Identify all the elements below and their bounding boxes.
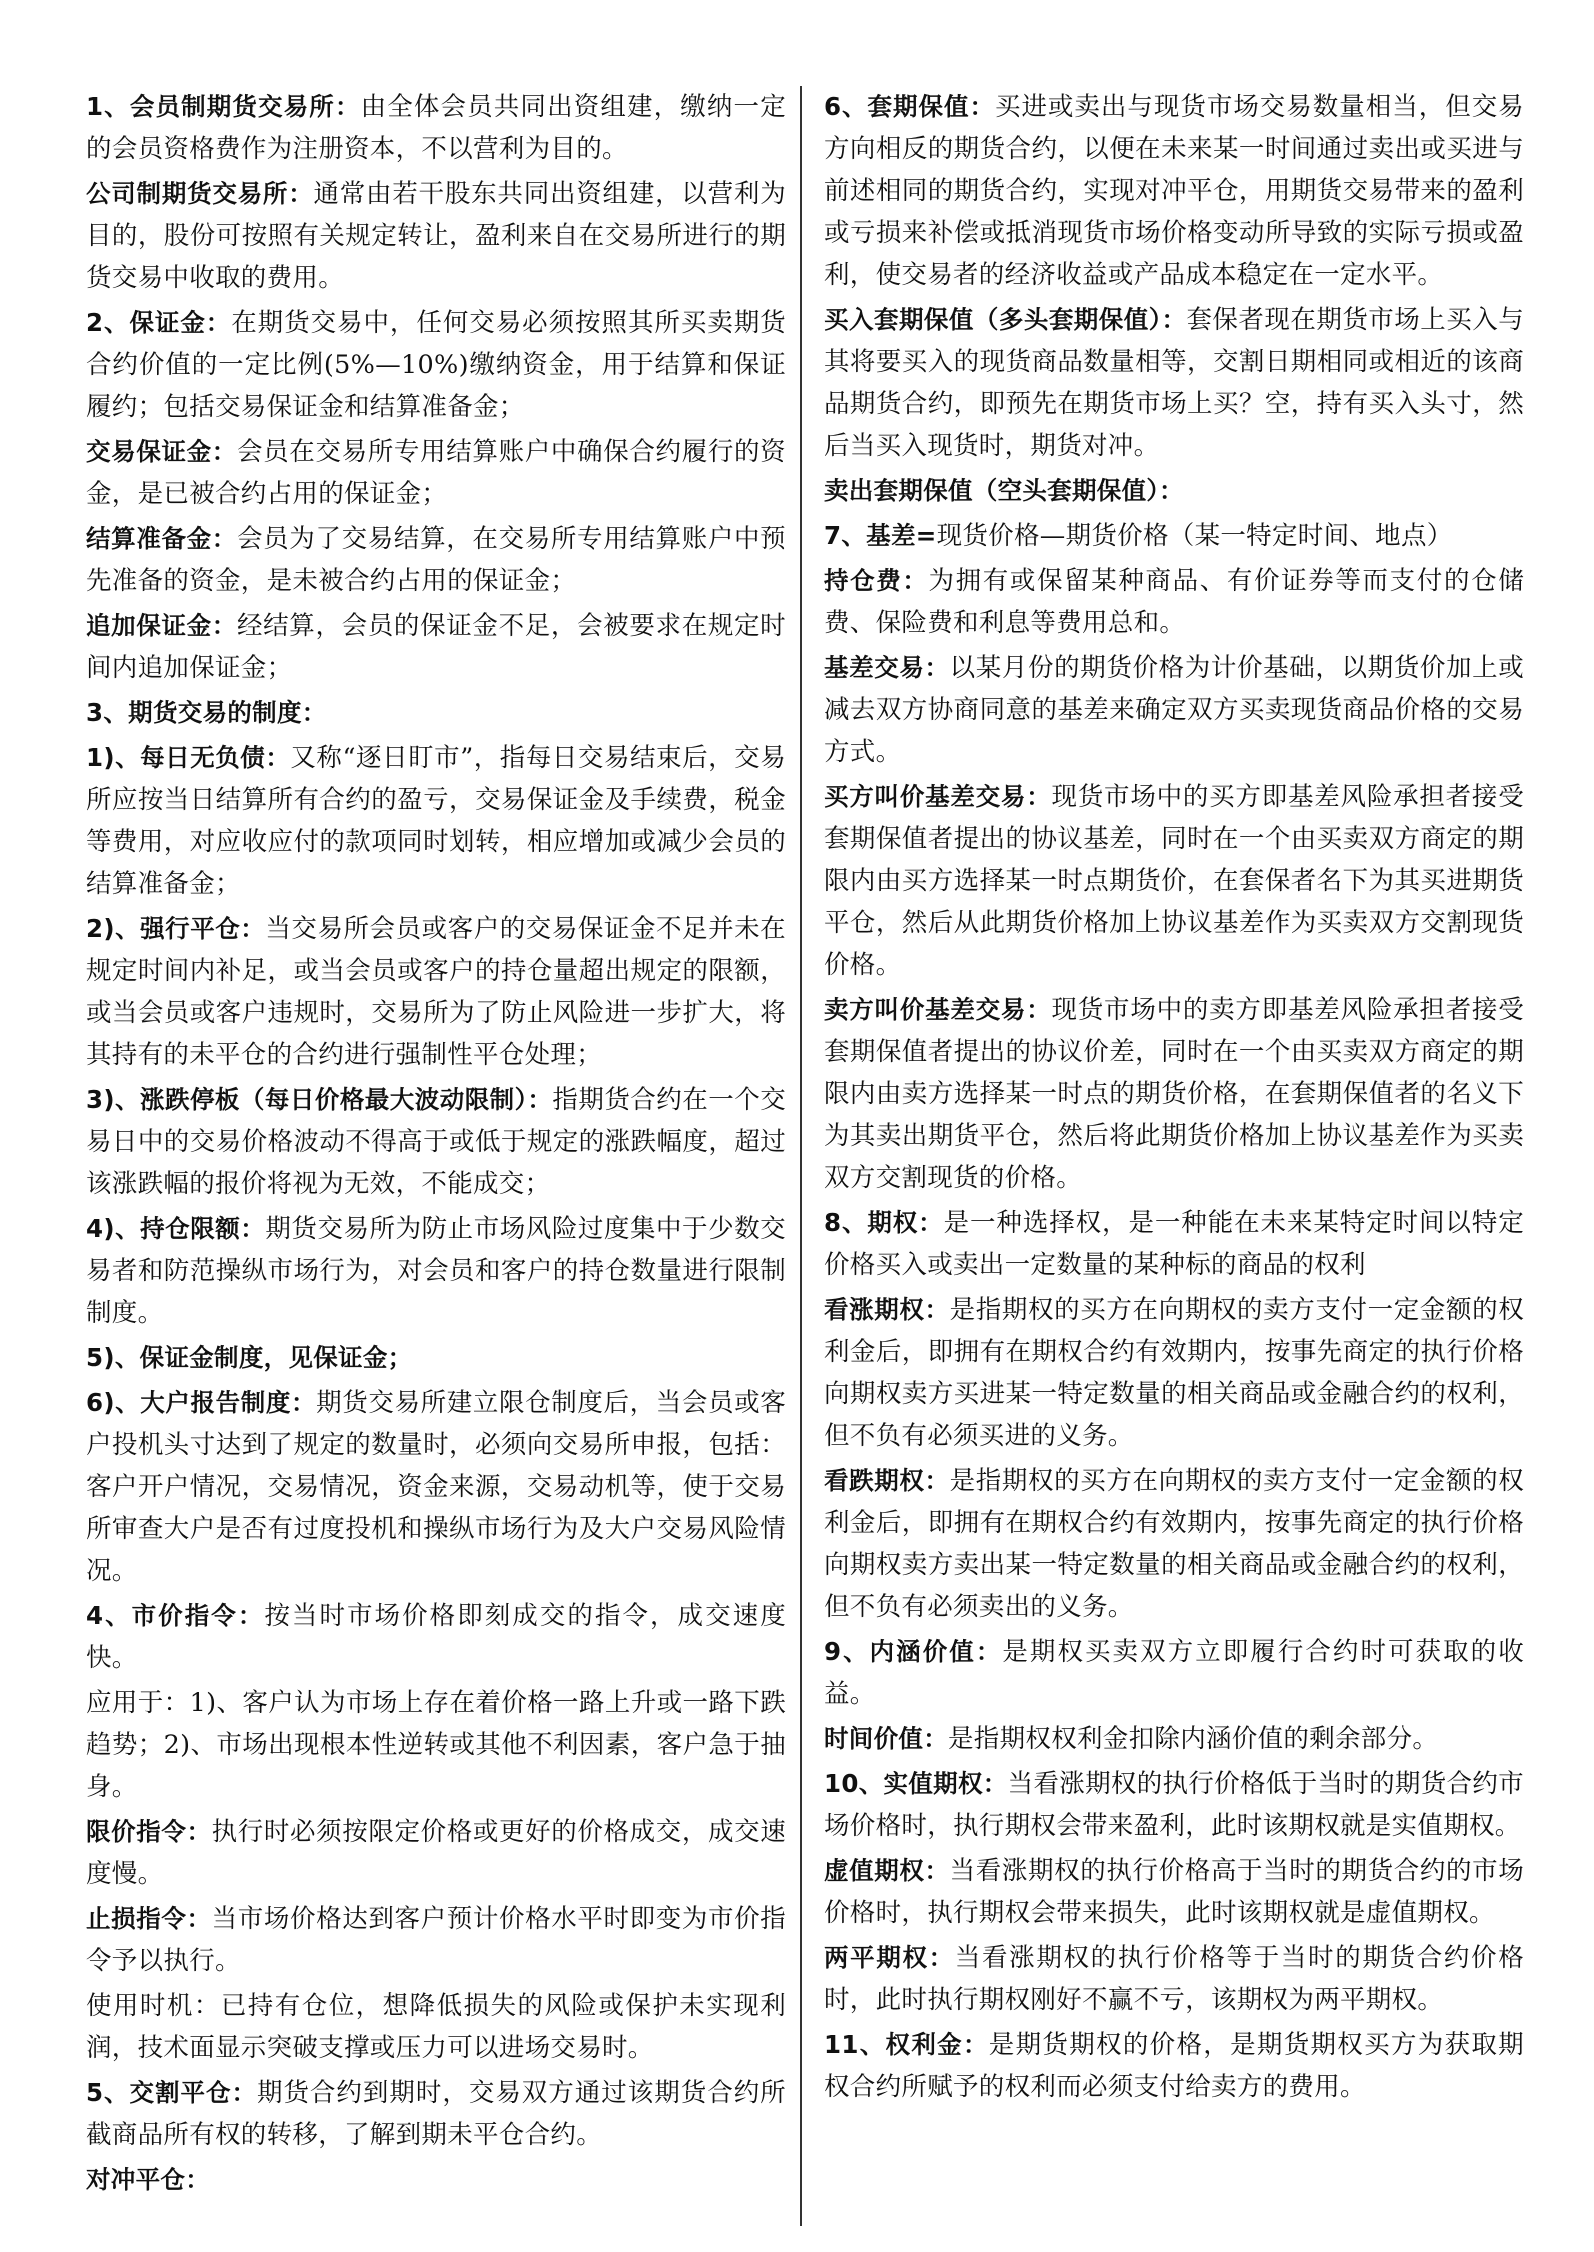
- paragraph: [824, 1718, 1524, 1760]
- term-label: 基差交易：: [824, 653, 950, 682]
- paragraph: [86, 605, 786, 689]
- paragraph: [86, 908, 786, 1076]
- paragraph: [824, 515, 1524, 557]
- term-label: 1、会员制期货交易所：: [86, 92, 361, 121]
- paragraph: [824, 2024, 1524, 2108]
- paragraph-text: 当市场价格达到客户预计价格水平时即变为市价指令予以执行。: [86, 1904, 786, 1976]
- paragraph: [824, 1202, 1524, 1286]
- term-label: 6、套期保值：: [824, 92, 995, 121]
- paragraph-text: 会员为了交易结算，在交易所专用结算账户中预先准备的资金，是未被合约占用的保证金；: [86, 524, 786, 596]
- paragraph: [86, 1682, 786, 1808]
- paragraph-text: 当看涨期权的执行价格高于当时的期货合约的市场价格时，执行期权会带来损失，此时该期权就是虚值期权。: [824, 1856, 1524, 1928]
- term-label: 1)、每日无负债：: [86, 743, 291, 772]
- term-label: 6)、大户报告制度：: [86, 1388, 317, 1417]
- term-label: 虚值期权：: [824, 1856, 950, 1885]
- paragraph: [824, 86, 1524, 296]
- paragraph: [824, 776, 1524, 986]
- term-label: 3)、涨跌停板（每日价格最大波动限制）：: [86, 1085, 553, 1114]
- paragraph-text: 现货价格—期货价格（某一特定时间、地点）: [936, 521, 1453, 551]
- paragraph-text: 买进或卖出与现货市场交易数量相当，但交易方向相反的期货合约，以便在未来某一时间通过卖出或买进与前述相同的期货合约，实现对冲平仓，用期货交易带来的盈利或亏损来补偿或抵消现货市场价格变动所导致的实际亏损或盈利，使交易者的经济收益或产品成本稳定在一定水平。: [824, 92, 1524, 290]
- paragraph: [86, 2159, 786, 2201]
- term-label: 9、内涵价值：: [824, 1637, 1003, 1666]
- paragraph: [824, 560, 1524, 644]
- term-label: 4、市价指令：: [86, 1601, 265, 1630]
- term-label: 10、实值期权：: [824, 1769, 1008, 1798]
- paragraph-text: 应用于：1)、客户认为市场上存在着价格一路上升或一路下跌趋势；2)、市场出现根本性逆转或其他不利因素，客户急于抽身。: [86, 1688, 786, 1802]
- paragraph-text: 当交易所会员或客户的交易保证金不足并未在规定时间内补足，或当会员或客户的持仓量超出规定的限额，或当会员或客户违规时，交易所为了防止风险进一步扩大，将其持有的未平仓的合约进行强制性平仓处理；: [86, 914, 786, 1070]
- right-column: [824, 86, 1524, 2226]
- paragraph-text: 是期货期权的价格，是期货期权买方为获取期权合约所赋予的权利而必须支付给卖方的费用。: [824, 2030, 1524, 2102]
- term-label: 7、基差=: [824, 521, 937, 550]
- paragraph: [824, 1850, 1524, 1934]
- paragraph-text: 会员在交易所专用结算账户中确保合约履行的资金，是已被合约占用的保证金；: [86, 437, 786, 509]
- paragraph-text: 由全体会员共同出资组建，缴纳一定的会员资格费作为注册资本，不以营利为目的。: [86, 92, 786, 164]
- term-label: 公司制期货交易所：: [86, 179, 314, 208]
- paragraph-text: 使用时机：已持有仓位，想降低损失的风险或保护未实现利润，技术面显示突破支撑或压力可以进场交易时。: [86, 1991, 786, 2063]
- paragraph: [86, 302, 786, 428]
- term-label: 买入套期保值（多头套期保值）：: [824, 305, 1187, 334]
- paragraph: [86, 692, 786, 734]
- paragraph: [824, 1460, 1524, 1628]
- paragraph-text: 经结算，会员的保证金不足，会被要求在规定时间内追加保证金；: [86, 611, 786, 683]
- paragraph-text: 指期货合约在一个交易日中的交易价格波动不得高于或低于规定的涨跌幅度，超过该涨跌幅的报价将视为无效，不能成交；: [86, 1085, 786, 1199]
- paragraph: [824, 470, 1524, 512]
- paragraph: [86, 1811, 786, 1895]
- paragraph-text: 现货市场中的卖方即基差风险承担者接受套期保值者提出的协议价差，同时在一个由买卖双方商定的期限内由卖方选择某一时点的期货价格，在套期保值者的名义下为其卖出期货平仓，然后将此期货价格加上协议基差作为买卖双方交割现货的价格。: [824, 995, 1524, 1193]
- paragraph: [86, 518, 786, 602]
- left-column: [86, 86, 786, 2226]
- paragraph-text: 通常由若干股东共同出资组建，以营利为目的，股份可按照有关规定转让，盈利来自在交易所进行的期货交易中收取的费用。: [86, 179, 786, 293]
- paragraph-text: 期货交易所建立限仓制度后，当会员或客户投机头寸达到了规定的数量时，必须向交易所申报，包括：客户开户情况，交易情况，资金来源，交易动机等，使于交易所审查大户是否有过度投机和操纵市场行为及大户交易风险情况。: [86, 1388, 786, 1586]
- paragraph: [86, 1382, 786, 1592]
- term-label: 5)、保证金制度，见保证金；: [86, 1343, 413, 1372]
- term-label: 看跌期权：: [824, 1466, 950, 1495]
- term-label: 2)、强行平仓：: [86, 914, 266, 943]
- paragraph: [86, 1898, 786, 1982]
- paragraph-text: 当看涨期权的执行价格等于当时的期货合约价格时，此时执行期权刚好不赢不亏，该期权为两平期权。: [824, 1943, 1524, 2015]
- paragraph: [824, 647, 1524, 773]
- term-label: 对冲平仓：: [86, 2165, 210, 2194]
- paragraph: [86, 86, 786, 170]
- term-label: 3、期货交易的制度：: [86, 698, 327, 727]
- paragraph-text: 执行时必须按限定价格或更好的价格成交，成交速度慢。: [86, 1817, 786, 1889]
- term-label: 结算准备金：: [86, 524, 237, 553]
- term-label: 11、权利金：: [824, 2030, 989, 2059]
- paragraph: [824, 299, 1524, 467]
- paragraph: [824, 1289, 1524, 1457]
- paragraph-text: 当看涨期权的执行价格低于当时的期货合约市场价格时，执行期权会带来盈利，此时该期权就是实值期权。: [824, 1769, 1524, 1841]
- paragraph: [86, 1595, 786, 1679]
- term-label: 止损指令：: [86, 1904, 212, 1933]
- term-label: 8、期权：: [824, 1208, 944, 1237]
- paragraph-text: 期货合约到期时，交易双方通过该期货合约所截商品所有权的转移，了解到期未平仓合约。: [86, 2078, 786, 2150]
- paragraph: [824, 1631, 1524, 1715]
- paragraph-text: 是一种选择权，是一种能在未来某特定时间以特定价格买入或卖出一定数量的某种标的商品的权利: [824, 1208, 1524, 1280]
- term-label: 时间价值：: [824, 1724, 948, 1753]
- paragraph-text: 现货市场中的买方即基差风险承担者接受套期保值者提出的协议基差，同时在一个由买卖双方商定的期限内由买方选择某一时点期货价，在套保者名下为其买进期货平仓，然后从此期货价格加上协议基差作为买卖双方交割现货价格。: [824, 782, 1524, 980]
- paragraph: [86, 431, 786, 515]
- paragraph-text: 又称“逐日盯市”，指每日交易结束后，交易所应按当日结算所有合约的盈亏，交易保证金及手续费，税金等费用，对应收应付的款项同时划转，相应增加或减少会员的结算准备金；: [86, 743, 786, 899]
- paragraph-text: 在期货交易中，任何交易必须按照其所买卖期货合约价值的一定比例(5%—10%)缴纳资金，用于结算和保证履约；包括交易保证金和结算准备金；: [86, 308, 786, 422]
- term-label: 追加保证金：: [86, 611, 237, 640]
- paragraph-text: 是指期权权利金扣除内涵价值的剩余部分。: [948, 1724, 1439, 1754]
- paragraph-text: 是期权买卖双方立即履行合约时可获取的收益。: [824, 1637, 1524, 1709]
- paragraph-text: 期货交易所为防止市场风险过度集中于少数交易者和防范操纵市场行为，对会员和客户的持仓数量进行限制制度。: [86, 1214, 786, 1328]
- paragraph: [824, 1937, 1524, 2021]
- term-label: 5、交割平仓：: [86, 2078, 257, 2107]
- paragraph-text: 以某月份的期货价格为计价基础，以期货价加上或减去双方协商同意的基差来确定双方买卖现货商品价格的交易方式。: [824, 653, 1524, 767]
- paragraph: [824, 989, 1524, 1199]
- term-label: 看涨期权：: [824, 1295, 950, 1324]
- paragraph: [86, 737, 786, 905]
- term-label: 2、保证金：: [86, 308, 232, 337]
- paragraph: [86, 1079, 786, 1205]
- paragraph: [86, 1208, 786, 1334]
- paragraph: [824, 1763, 1524, 1847]
- term-label: 交易保证金：: [86, 437, 237, 466]
- term-label: 买方叫价基差交易：: [824, 782, 1052, 811]
- paragraph: [86, 1985, 786, 2069]
- term-label: 4)、持仓限额：: [86, 1214, 266, 1243]
- term-label: 持仓费：: [824, 566, 929, 595]
- paragraph-text: 是指期权的买方在向期权的卖方支付一定金额的权利金后，即拥有在期权合约有效期内，按事先商定的执行价格向期权卖方卖出某一特定数量的相关商品或金融合约的权利，但不负有必须卖出的义务。: [824, 1466, 1524, 1622]
- term-label: 卖出套期保值（空头套期保值）：: [824, 476, 1184, 505]
- paragraph-text: 按当时市场价格即刻成交的指令，成交速度快。: [86, 1601, 786, 1673]
- column-divider: [800, 86, 802, 2226]
- term-label: 限价指令：: [86, 1817, 212, 1846]
- paragraph: [86, 173, 786, 299]
- term-label: 两平期权：: [824, 1943, 955, 1972]
- term-label: 卖方叫价基差交易：: [824, 995, 1052, 1024]
- paragraph-text: 为拥有或保留某种商品、有价证券等而支付的仓储费、保险费和利息等费用总和。: [824, 566, 1524, 638]
- paragraph: [86, 1337, 786, 1379]
- paragraph-text: 是指期权的买方在向期权的卖方支付一定金额的权利金后，即拥有在期权合约有效期内，按事先商定的执行价格向期权卖方买进某一特定数量的相关商品或金融合约的权利，但不负有必须买进的义务。: [824, 1295, 1524, 1451]
- paragraph: [86, 2072, 786, 2156]
- paragraph-text: 套保者现在期货市场上买入与其将要买入的现货商品数量相等，交割日期相同或相近的该商品期货合约，即预先在期货市场上买？空，持有买入头寸，然后当买入现货时，期货对冲。: [824, 305, 1524, 461]
